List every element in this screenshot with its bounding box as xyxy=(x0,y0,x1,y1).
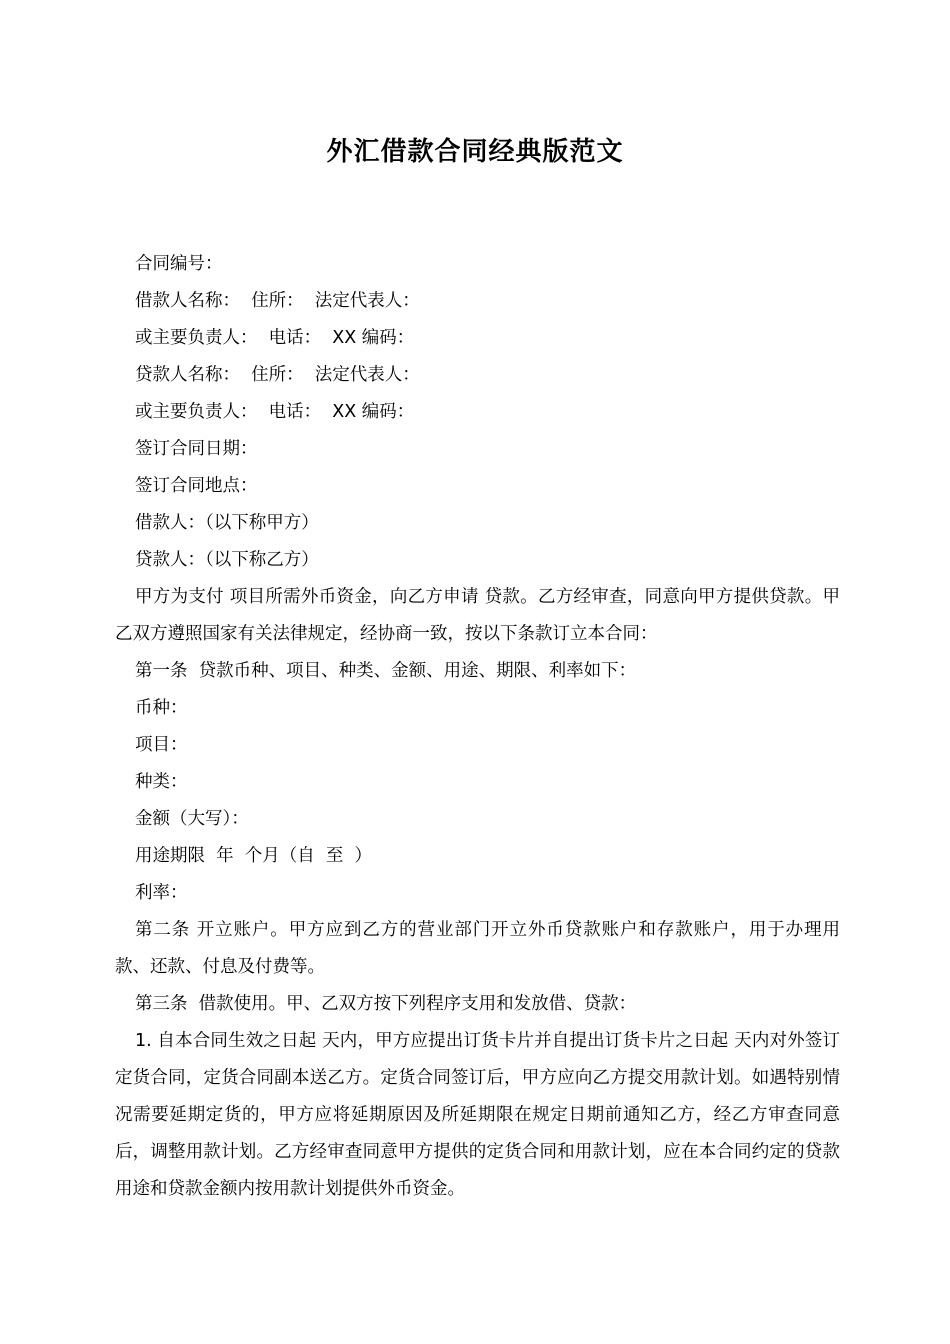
document-body xyxy=(115,246,840,1208)
signing-date-line: 签订合同日期： xyxy=(135,439,258,459)
article-3-heading: 第三条 借款使用。甲、乙双方按下列程序支用和发放借、贷款： xyxy=(135,994,637,1014)
interest-rate-line: 利率： xyxy=(135,883,188,903)
term-line: 用途期限 年 个月（自 至 ） xyxy=(135,846,373,866)
project-line: 项目： xyxy=(135,735,188,755)
borrower-contact-line: 或主要负责人： 电话： XX 编码： xyxy=(135,328,415,348)
document-title: 外汇借款合同经典版范文 xyxy=(326,137,624,167)
signing-place-line: 签订合同地点： xyxy=(135,476,258,496)
party-b-line: 贷款人：（以下称乙方） xyxy=(135,550,319,570)
intro-paragraph: 甲方为支付 项目所需外币资金，向乙方申请 贷款。乙方经审查，同意向甲方提供贷款。甲乙双方遵照国家有关法律规定，经协商一致，按以下条款订立本合同： xyxy=(115,587,840,644)
borrower-info-line: 借款人名称： 住所： 法定代表人： xyxy=(135,291,420,311)
type-line: 种类： xyxy=(135,772,188,792)
lender-info-line: 贷款人名称： 住所： 法定代表人： xyxy=(135,365,420,385)
amount-line: 金额（大写）： xyxy=(135,809,249,829)
party-a-line: 借款人：（以下称甲方） xyxy=(135,513,319,533)
article-2-paragraph: 第二条 开立账户。甲方应到乙方的营业部门开立外币贷款账户和存款账户，用于办理用款、还款、付息及付费等。 xyxy=(115,920,840,977)
article-3-item-1-paragraph: 1. 自本合同生效之日起 天内，甲方应提出订货卡片并自提出订货卡片之日起 天内对外签订定货合同，定货合同副本送乙方。定货合同签订后，甲方应向乙方提交用款计划。如遇特别情况需要延期定货的，甲方应将延期原因及所延期限在规定日期前通知乙方，经乙方审查同意后，调整用款计划。乙方经审查同意甲方提供的定货合同和用款计划，应在本合同约定的贷款用途和贷款金额内按用款计划提供外币资金。 xyxy=(115,1031,840,1199)
contract-number-line: 合同编号： xyxy=(135,254,223,274)
currency-line: 币种： xyxy=(135,698,188,718)
article-1-heading: 第一条 贷款币种、项目、种类、金额、用途、期限、利率如下： xyxy=(135,661,637,681)
lender-contact-line: 或主要负责人： 电话： XX 编码： xyxy=(135,402,415,422)
